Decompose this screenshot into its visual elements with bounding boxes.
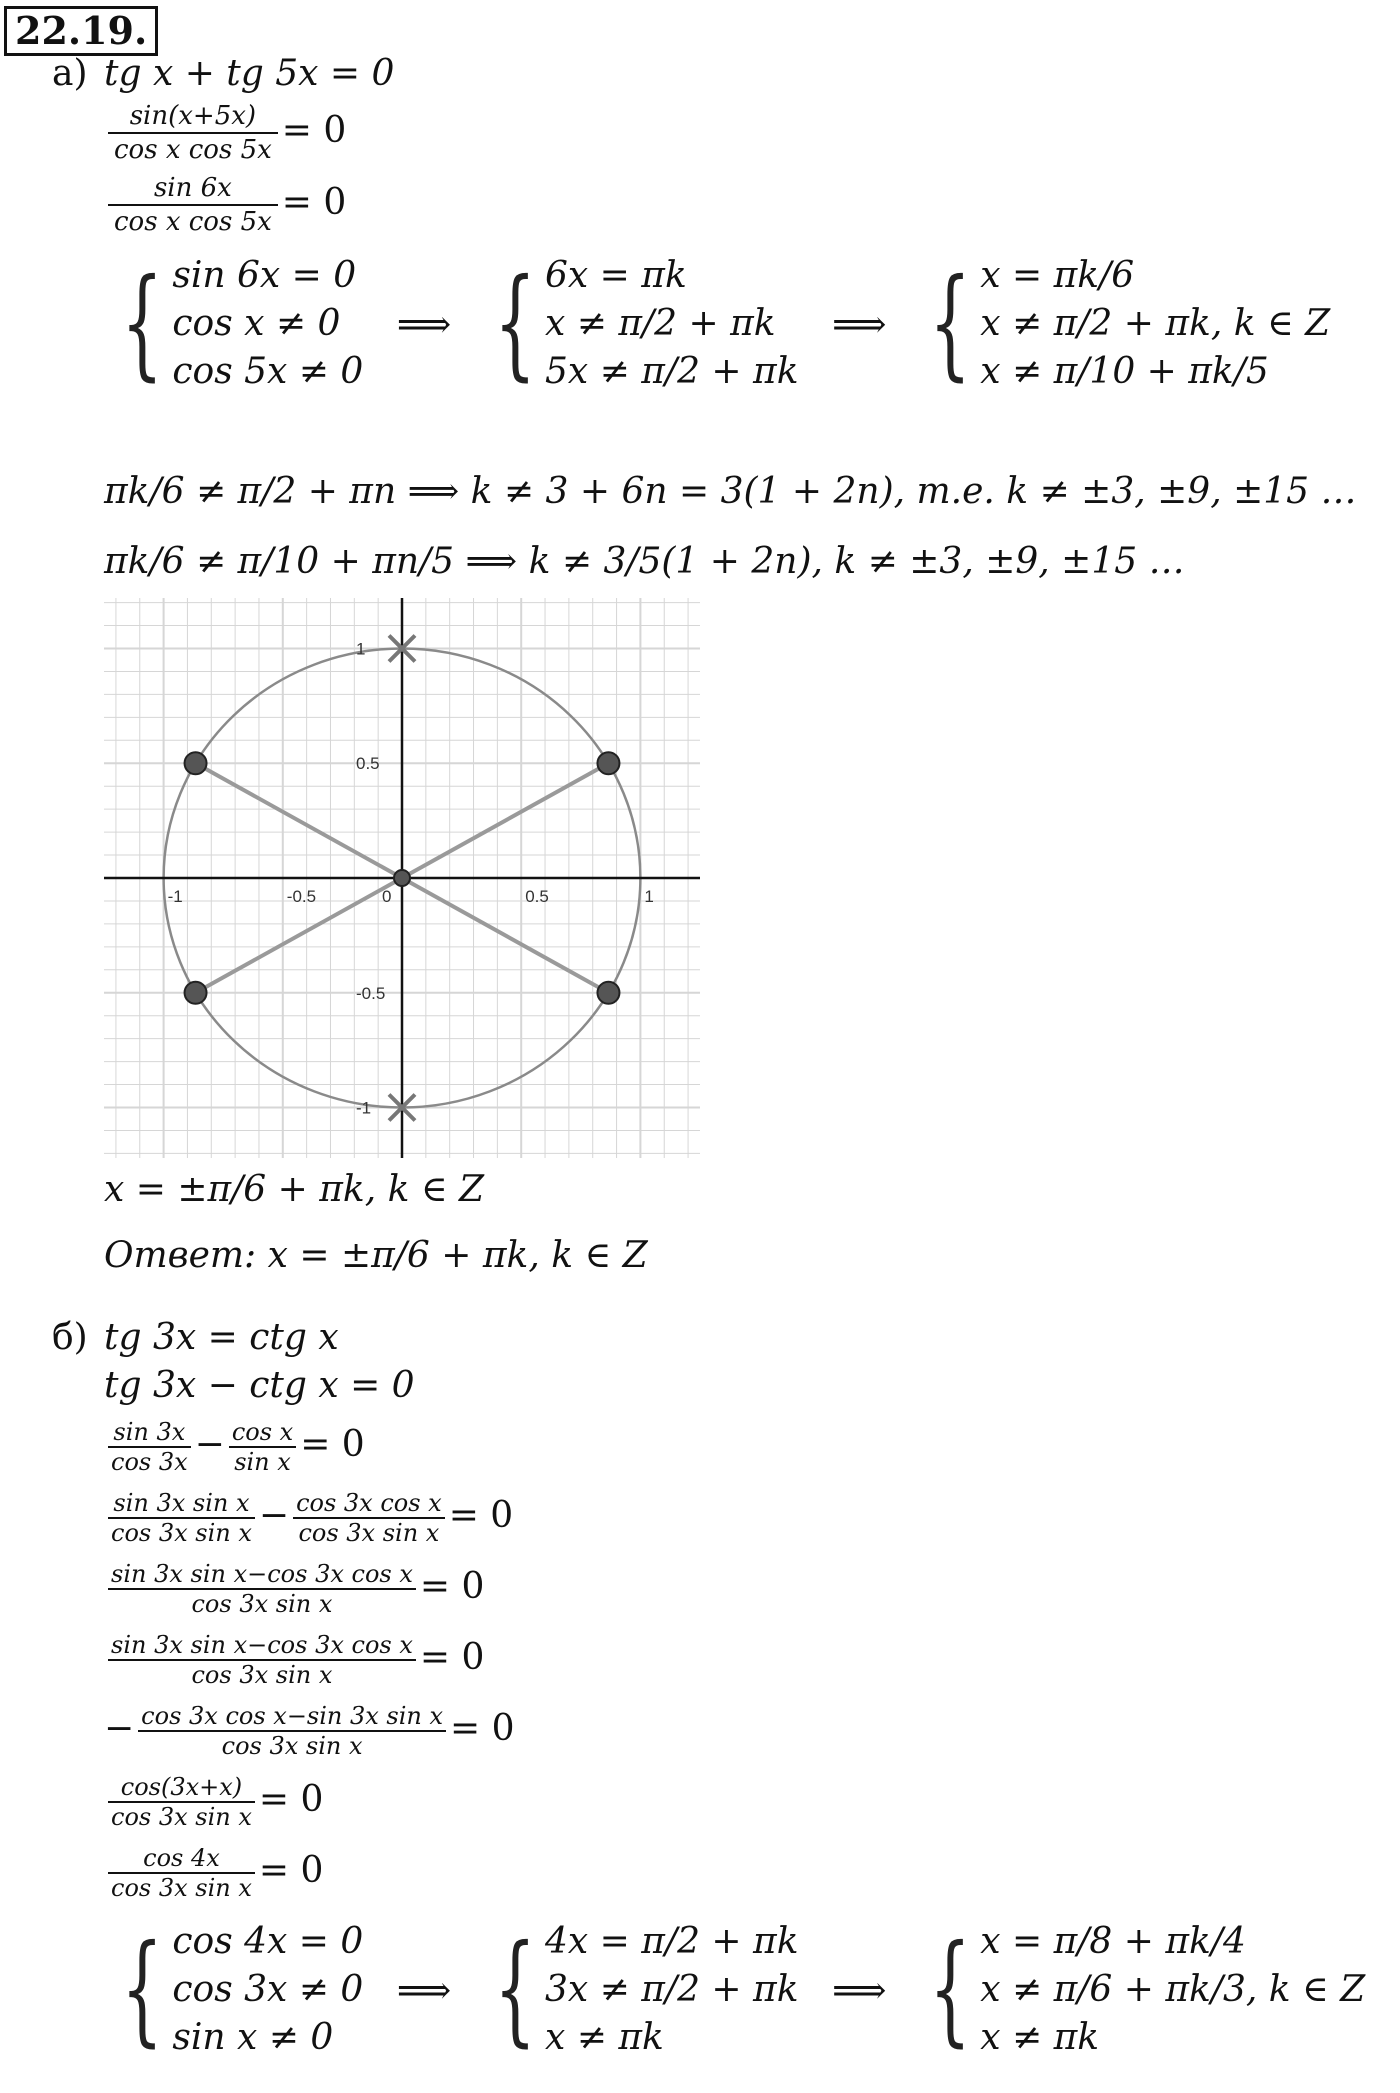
part-b-f3: $\frac{\text{sin 3x sin x−cos 3x cos x}}{\text{cos 3x sin x}}$ = 0 (104, 1560, 484, 1618)
part-a-solution: x = ±π/6 + πk, k ∈ Z (104, 1169, 484, 1210)
fraction: $\frac{\cos 4x}{\text{cos 3x sin x}}$ (108, 1844, 255, 1902)
x-tick-label: 0.5 (525, 887, 549, 906)
x-tick-label: 1 (644, 887, 654, 906)
solution-point (185, 982, 207, 1004)
fraction: $\frac{\text{cos 3x cos x−sin 3x sin x}}{\text{cos 3x sin x}}$ (138, 1702, 446, 1760)
part-b-system-chain (104, 1918, 1373, 2062)
fraction: $\frac{\sin 6x}{\text{cos x cos 5x}}$ (108, 172, 278, 238)
part-b-equation: tg 3x = ctg x (104, 1317, 339, 1358)
fraction: $\frac{\sin 3x}{\cos 3x}$ (108, 1418, 191, 1476)
fraction: $\frac{\text{sin 3x sin x−cos 3x cos x}}{\text{cos 3x sin x}}$ (108, 1560, 416, 1618)
system-3: { x = πk/6 x ≠ π/2 + πk, k ∈ Z x ≠ π/10 + πk/5 (929, 254, 1331, 393)
system-2: { 6x = πk x ≠ π/2 + πk 5x ≠ π/2 + πk (493, 254, 799, 393)
system-3: { x = π/8 + πk/4 x ≠ π/6 + πk/3, k ∈ Z x ≠ πk (929, 1920, 1366, 2059)
fraction: $\frac{\cos(3x+x)}{\text{cos 3x sin x}}$ (108, 1773, 255, 1831)
system-2: { 4x = π/2 + πk 3x ≠ π/2 + πk x ≠ πk (493, 1920, 799, 2059)
fraction: $\frac{\text{sin 3x sin x−cos 3x cos x}}{\text{cos 3x sin x}}$ (108, 1631, 416, 1689)
fraction: $\frac{\sin(x+5x)}{\text{cos x cos 5x}}$ (108, 100, 278, 166)
part-a-step2: $\frac{\sin 6x}{\text{cos x cos 5x}}$ = 0 (104, 172, 346, 238)
part-b-f2: $\frac{\text{sin 3x sin x}}{\text{cos 3x sin x}}$ − $\frac{\text{cos 3x cos x}}{\text{cos 3x sin x}}$ = 0 (104, 1489, 513, 1547)
y-tick-label: 0.5 (356, 754, 380, 774)
part-a-check-2: πk/6 ≠ π/10 + πn/5 ⟹ k ≠ 3/5(1 + 2n), k ≠ ±3, ±9, ±15 … (104, 541, 1185, 582)
fraction: $\frac{\text{cos 3x cos x}}{\text{cos 3x sin x}}$ (293, 1489, 445, 1547)
part-b-line2: tg 3x − ctg x = 0 (104, 1365, 415, 1406)
part-b-label: б) (52, 1317, 88, 1358)
part-a-equation: tg x + tg 5x = 0 (104, 53, 395, 94)
solution-point (597, 982, 619, 1004)
y-tick-label: 1 (356, 639, 366, 659)
solution-point (597, 752, 619, 774)
fraction: $\frac{\text{cos x}}{\text{sin x}}$ (229, 1418, 296, 1476)
part-b-f5: − $\frac{\text{cos 3x cos x−sin 3x sin x}}{\text{cos 3x sin x}}$ = 0 (104, 1702, 515, 1760)
answer-label: Ответ (104, 1235, 245, 1276)
part-b-f1: $\frac{\sin 3x}{\cos 3x}$ − $\frac{\text{cos x}}{\text{sin x}}$ = 0 (104, 1418, 365, 1476)
implies-arrow: ⟹ (396, 302, 452, 346)
y-tick-label: -1 (356, 1098, 372, 1118)
x-tick-label: -0.5 (286, 887, 317, 906)
system-1: { cos 4x = 0 cos 3x ≠ 0 sin x ≠ 0 (121, 1920, 364, 2059)
part-a-system-chain (104, 252, 1338, 396)
part-a-step1: $\frac{\sin(x+5x)}{\text{cos x cos 5x}}$ = 0 (104, 100, 346, 166)
problem-number: 22.19. (4, 6, 158, 56)
implies-arrow: ⟹ (396, 1968, 452, 2012)
part-b-f4: $\frac{\text{sin 3x sin x−cos 3x cos x}}{\text{cos 3x sin x}}$ = 0 (104, 1631, 484, 1689)
solution-point (394, 870, 410, 886)
fraction: $\frac{\text{sin 3x sin x}}{\text{cos 3x sin x}}$ (108, 1489, 255, 1547)
part-a-check-1: πk/6 ≠ π/2 + πn ⟹ k ≠ 3 + 6n = 3(1 + 2n), т.е. k ≠ ±3, ±9, ±15 … (104, 471, 1357, 512)
system-1: { sin 6x = 0 cos x ≠ 0 cos 5x ≠ 0 (121, 254, 364, 393)
implies-arrow: ⟹ (831, 302, 887, 346)
answer-value: : x = ±π/6 + πk, k ∈ Z (244, 1235, 648, 1276)
part-a-label: а) (52, 53, 88, 94)
unit-circle-chart (104, 598, 700, 1158)
y-tick-label: -0.5 (356, 983, 386, 1003)
part-b-f6: $\frac{\cos(3x+x)}{\text{cos 3x sin x}}$ = 0 (104, 1773, 323, 1831)
x-tick-label: 0 (382, 887, 392, 906)
part-b-f7: $\frac{\cos 4x}{\text{cos 3x sin x}}$ = 0 (104, 1844, 323, 1902)
implies-arrow: ⟹ (831, 1968, 887, 2012)
part-a-answer (104, 1234, 648, 1278)
x-tick-label: -1 (167, 887, 183, 906)
solution-point (185, 752, 207, 774)
